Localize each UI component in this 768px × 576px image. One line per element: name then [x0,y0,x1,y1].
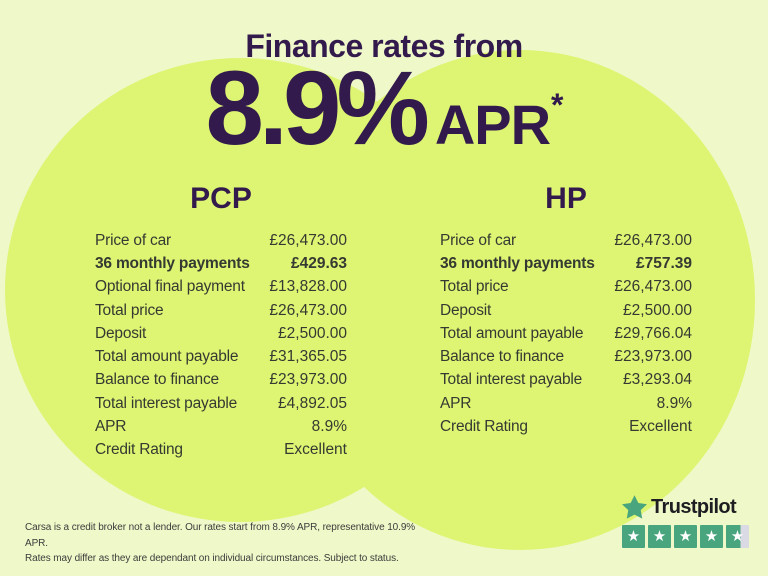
trustpilot-widget[interactable] [622,495,752,548]
pcp-table [95,182,347,462]
row-value: £4,892.05 [278,394,347,412]
table-row [440,345,692,368]
trustpilot-logo [622,495,752,519]
row-label: Deposit [440,301,492,319]
table-row [95,252,347,275]
rate-value: 8.9% [205,50,425,167]
row-label: Total amount payable [440,324,584,342]
table-row [95,276,347,299]
table-row [95,229,347,252]
table-row [440,252,692,275]
star-icon: ★ [730,527,745,545]
table-row [95,345,347,368]
row-label: Deposit [95,324,147,342]
row-value: £23,973.00 [269,371,347,389]
row-label: Balance to finance [95,371,219,389]
table-row [95,439,347,462]
table-row [440,369,692,392]
row-value: £26,473.00 [614,278,692,296]
table-row [95,322,347,345]
row-label: Balance to finance [440,348,564,366]
table-row [95,415,347,438]
trustpilot-star-icon [622,495,647,519]
pcp-heading: PCP [190,182,252,215]
row-value: 8.9% [311,418,347,436]
rating-star-box-partial [726,525,749,548]
row-label: Total amount payable [95,348,239,366]
rating-star-box [648,525,671,548]
row-label: 36 monthly payments [440,254,595,272]
row-value: £23,973.00 [614,348,692,366]
row-value: £26,473.00 [269,231,347,249]
table-row [95,392,347,415]
row-label: Price of car [440,231,516,249]
row-label: Optional final payment [95,278,245,296]
headline-rate [0,50,768,167]
disclaimer-line-1: Carsa is a credit broker not a lender. Our rates start from 8.9% APR, representative 10.9% APR. [25,522,416,549]
row-value: £13,828.00 [269,278,347,296]
table-row [95,299,347,322]
row-label: Credit Rating [440,418,528,436]
star-icon: ★ [678,527,693,545]
row-value: £2,500.00 [278,324,347,342]
row-value: Excellent [629,418,692,436]
rate-unit [435,87,563,157]
rating-star-box [700,525,723,548]
row-value: £26,473.00 [269,301,347,319]
banner-title: Finance rates from [245,28,523,64]
trustpilot-brand-name: Trustpilot [651,495,737,518]
rating-star-box [674,525,697,548]
disclaimer-line-2: Rates may differ as they are dependant on individual circumstances. Subject to status. [25,553,399,564]
row-value: £757.39 [635,254,692,272]
row-value: £429.63 [290,254,347,272]
row-value: 8.9% [656,394,692,412]
table-row [440,392,692,415]
trustpilot-rating-stars [622,525,752,548]
row-value: £2,500.00 [623,301,692,319]
row-label: Total interest payable [95,394,238,412]
disclaimer [25,520,425,567]
row-value: £3,293.04 [623,371,692,389]
star-icon: ★ [704,527,719,545]
hp-table [440,182,692,439]
row-label: Credit Rating [95,441,183,459]
row-label: Price of car [95,231,171,249]
footnote-asterisk: * [551,87,563,123]
rating-star-box [622,525,645,548]
table-row [440,229,692,252]
star-icon: ★ [652,527,667,545]
row-label: APR [440,394,472,412]
row-label: Total price [95,301,164,319]
row-value: £26,473.00 [614,231,692,249]
row-label: Total price [440,278,509,296]
star-icon: ★ [626,527,641,545]
row-value: £31,365.05 [269,348,347,366]
table-row [95,369,347,392]
table-row [440,415,692,438]
rate-unit-label: APR [434,93,551,156]
row-label: APR [95,418,127,436]
row-value: Excellent [284,441,347,459]
hp-heading: HP [545,182,587,215]
table-row [440,276,692,299]
table-row [440,299,692,322]
row-label: 36 monthly payments [95,254,250,272]
row-label: Total interest payable [440,371,583,389]
row-value: £29,766.04 [614,324,692,342]
table-row [440,322,692,345]
